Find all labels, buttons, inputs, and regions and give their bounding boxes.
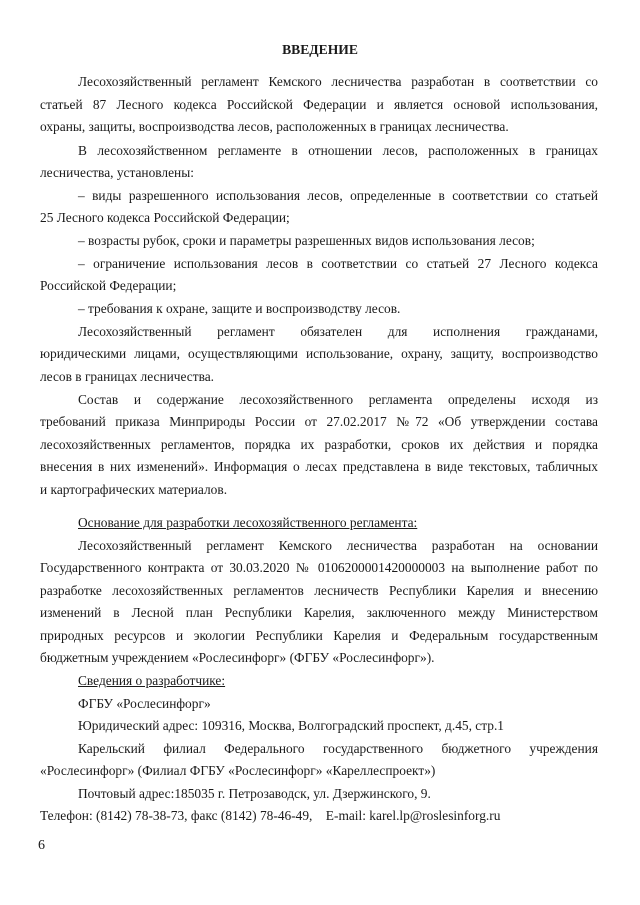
developer-org: ФГБУ «Рослесинфорг» bbox=[78, 696, 211, 711]
basis-heading: Основание для разработки лесохозяйственного регламента: bbox=[78, 515, 418, 530]
basis-line-3: разработке лесохозяйственных регламентов лесничеств Республики Карелия и внесению bbox=[40, 583, 598, 598]
bullet-2: – возрасты рубок, сроки и параметры разрешенных видов использования лесов; bbox=[78, 233, 535, 248]
bullet-1-line-2: 25 Лесного кодекса Российской Федерации; bbox=[40, 210, 290, 225]
intro-p4-line-5: и картографических материалов. bbox=[40, 482, 228, 497]
bullet-3-line-1: – ограничение использования лесов в соответствии со статьей 27 Лесного кодекса bbox=[78, 256, 598, 271]
page-number: 6 bbox=[38, 838, 45, 853]
bullet-1-line-1: – виды разрешенного использования лесов, определенные в соответствии со статьей bbox=[78, 188, 598, 203]
developer-branch-line-2: «Рослесинфорг» (Филиал ФГБУ «Рослесинфорг» «Кареллеспроект») bbox=[40, 763, 436, 778]
intro-p1-line-3: охраны, защиты, воспроизводства лесов, расположенных в границах лесничества. bbox=[40, 119, 509, 134]
developer-contacts: Телефон: (8142) 78-38-73, факс (8142) 78-46-49, E-mail: karel.lp@roslesinforg.ru bbox=[40, 808, 501, 823]
intro-p4-line-1: Состав и содержание лесохозяйственного регламента определены исходя из bbox=[78, 392, 598, 407]
bullet-3-line-2: Российской Федерации; bbox=[40, 278, 177, 293]
page-title: ВВЕДЕНИЕ bbox=[282, 42, 358, 57]
intro-p3-line-1: Лесохозяйственный регламент обязателен для исполнения гражданами, bbox=[78, 324, 598, 339]
developer-legal-address: Юридический адрес: 109316, Москва, Волгоградский проспект, д.45, стр.1 bbox=[78, 718, 505, 733]
developer-branch-line-1: Карельский филиал Федерального государственного бюджетного учреждения bbox=[78, 741, 598, 756]
basis-line-1: Лесохозяйственный регламент Кемского лесничества разработан на основании bbox=[78, 538, 598, 553]
basis-line-4: изменений в Лесной план Республики Карелия, заключенного между Министерством bbox=[40, 605, 598, 620]
intro-p4-line-4: внесения в них изменений». Информация о лесах представлена в виде текстовых, табличных bbox=[40, 459, 598, 474]
basis-line-5: природных ресурсов и экологии Республики Карелия и Федеральным государственным bbox=[40, 628, 598, 643]
intro-p1-line-2: статьей 87 Лесного кодекса Российской Федерации и является основой использования, bbox=[40, 97, 598, 112]
intro-p1-line-1: Лесохозяйственный регламент Кемского лесничества разработан в соответствии со bbox=[78, 74, 598, 89]
developer-postal-address: Почтовый адрес:185035 г. Петрозаводск, ул. Дзержинского, 9. bbox=[78, 786, 431, 801]
intro-p4-line-3: лесохозяйственных регламентов, порядка их разработки, сроков их действия и порядка bbox=[40, 437, 598, 452]
intro-p2-line-2: лесничества, установлены: bbox=[40, 165, 194, 180]
basis-line-6: бюджетным учреждением «Рослесинфорг» (ФГБУ «Рослесинфорг»). bbox=[40, 650, 435, 665]
intro-p3-line-3: лесов в границах лесничества. bbox=[40, 369, 215, 384]
intro-p4-line-2: требований приказа Минприроды России от 27.02.2017 №72 «Об утверждении состава bbox=[40, 414, 598, 429]
intro-p2-line-1: В лесохозяйственном регламенте в отношении лесов, расположенных в границах bbox=[78, 143, 598, 158]
bullet-4: – требования к охране, защите и воспроизводству лесов. bbox=[78, 301, 401, 316]
intro-p3-line-2: юридическими лицами, осуществляющими использование, охрану, защиту, воспроизводство bbox=[40, 346, 598, 361]
basis-line-2: Государственного контракта от 30.03.2020 № 0106200001420000003 на выполнение работ по bbox=[40, 560, 598, 575]
developer-heading: Сведения о разработчике: bbox=[78, 673, 226, 688]
